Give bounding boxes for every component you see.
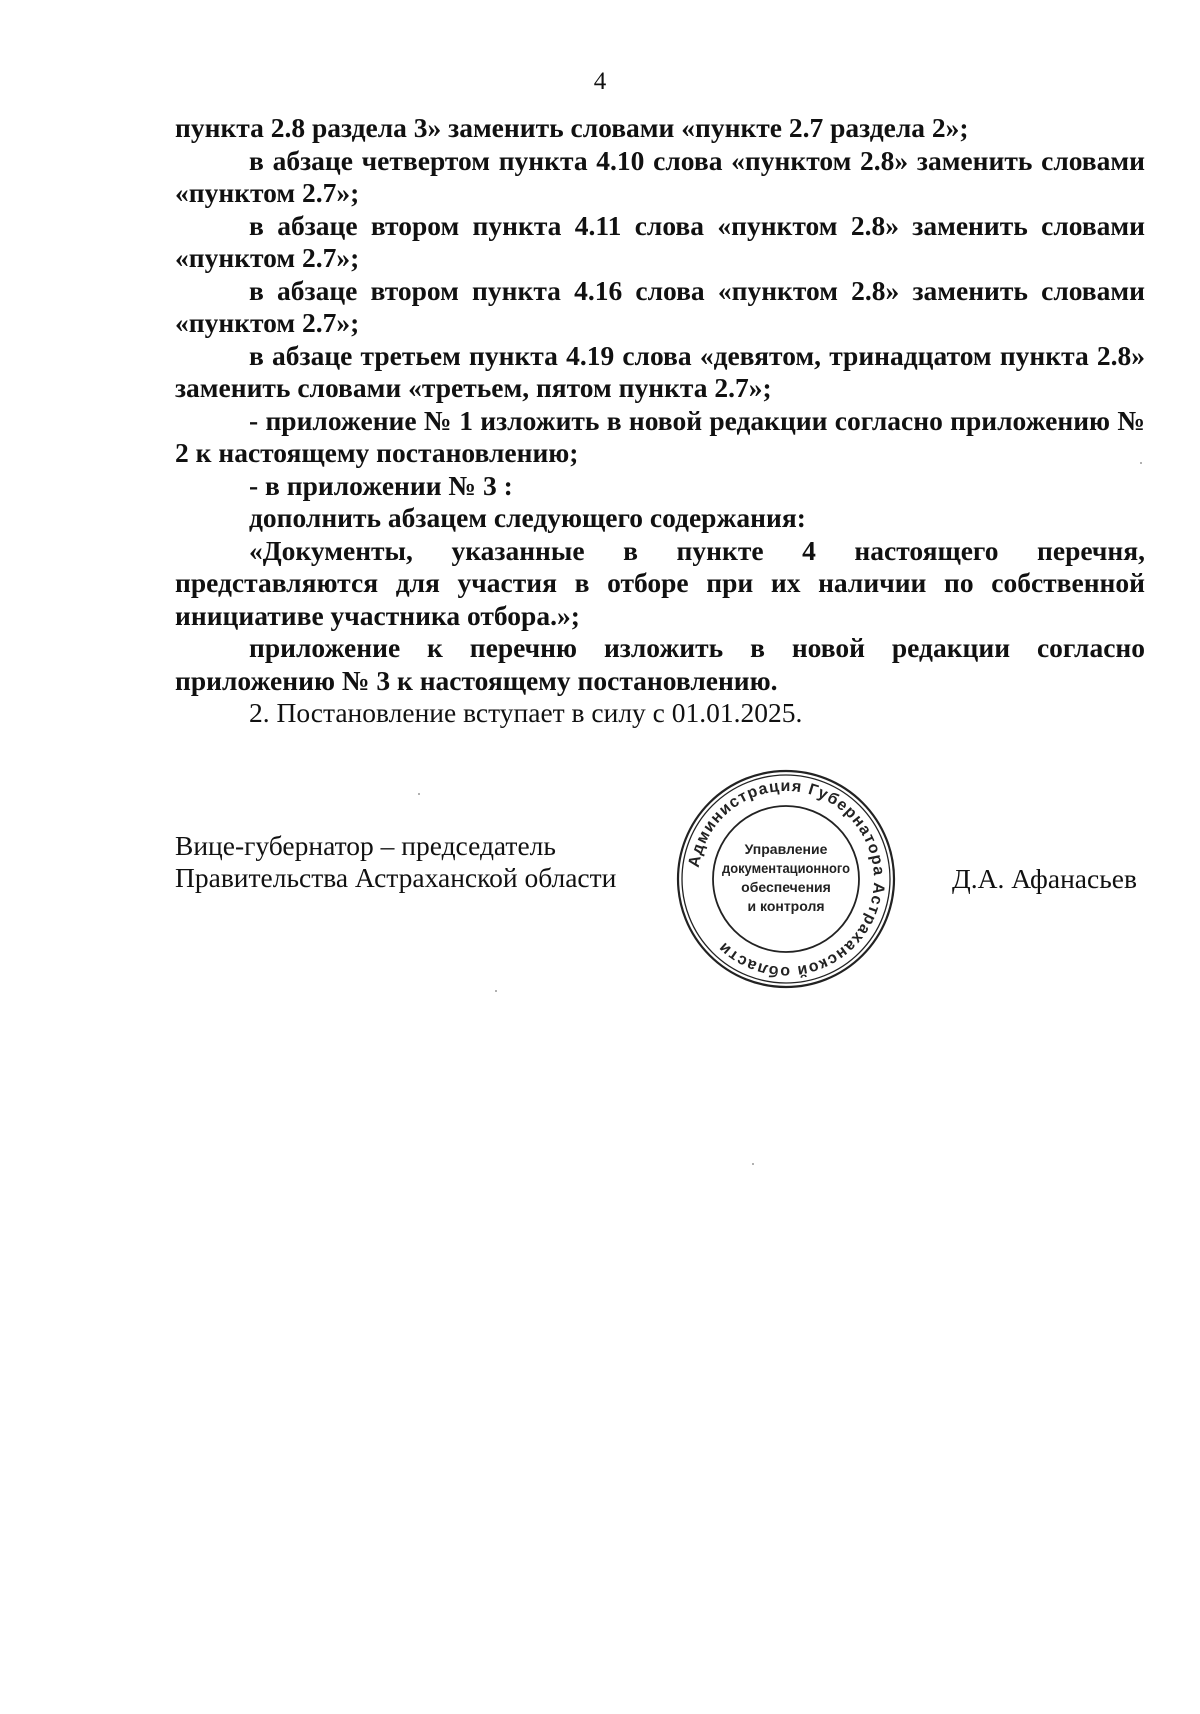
paragraph-4: в абзаце втором пункта 4.16 слова «пунктом 2.8» заменить словами «пунктом 2.7»; bbox=[175, 274, 1145, 338]
signature-position-line-2: Правительства Астраханской области bbox=[175, 862, 617, 893]
signature-position-line-1: Вице-губернатор – председатель bbox=[175, 830, 556, 861]
paragraph-9: «Документы, указанные в пункте 4 настоящего перечня, представляются для участия в отборе при их наличии по собственной инициативе участника отбора.»; bbox=[175, 534, 1145, 631]
paragraph-11: 2. Постановление вступает в силу с 01.01.2025. bbox=[249, 697, 803, 728]
signer-name: Д.А. Афанасьев bbox=[952, 863, 1137, 894]
scan-speck bbox=[1140, 462, 1142, 464]
scan-speck bbox=[495, 990, 497, 992]
paragraph-5: в абзаце третьем пункта 4.19 слова «девятом, тринадцатом пункта 2.8» заменить словами «третьем, пятом пункта 2.7»; bbox=[175, 339, 1145, 403]
paragraph-6: - приложение № 1 изложить в новой редакции согласно приложению № 2 к настоящему постановлению; bbox=[175, 404, 1145, 468]
paragraph-8: дополнить абзацем следующего содержания: bbox=[249, 502, 806, 533]
official-seal bbox=[675, 768, 897, 990]
seal-inner-line-3: обеспечения bbox=[741, 879, 831, 895]
page-number: 4 bbox=[593, 68, 607, 95]
paragraph-1: пункта 2.8 раздела 3» заменить словами «пункте 2.7 раздела 2»; bbox=[175, 112, 969, 143]
paragraph-2: в абзаце четвертом пункта 4.10 слова «пунктом 2.8» заменить словами «пунктом 2.7»; bbox=[175, 144, 1145, 208]
paragraph-7: - в приложении № 3 : bbox=[249, 469, 513, 501]
paragraph-3: в абзаце втором пункта 4.11 слова «пунктом 2.8» заменить словами «пунктом 2.7»; bbox=[175, 209, 1145, 273]
scan-speck bbox=[418, 793, 420, 795]
document-body bbox=[175, 112, 1145, 730]
scan-speck bbox=[752, 1163, 754, 1165]
signature-position bbox=[175, 830, 616, 894]
seal-inner-line-2: документационного bbox=[722, 860, 850, 876]
seal-outer-text: Администрация Губернатора Астраханской области bbox=[685, 777, 888, 981]
seal-graphic bbox=[675, 768, 897, 990]
paragraph-10: приложение к перечню изложить в новой редакции согласно приложению № 3 к настоящему постановлению. bbox=[175, 632, 1145, 696]
seal-inner-line-4: и контроля bbox=[747, 898, 825, 914]
seal-inner-line-1: Управление bbox=[744, 841, 828, 857]
